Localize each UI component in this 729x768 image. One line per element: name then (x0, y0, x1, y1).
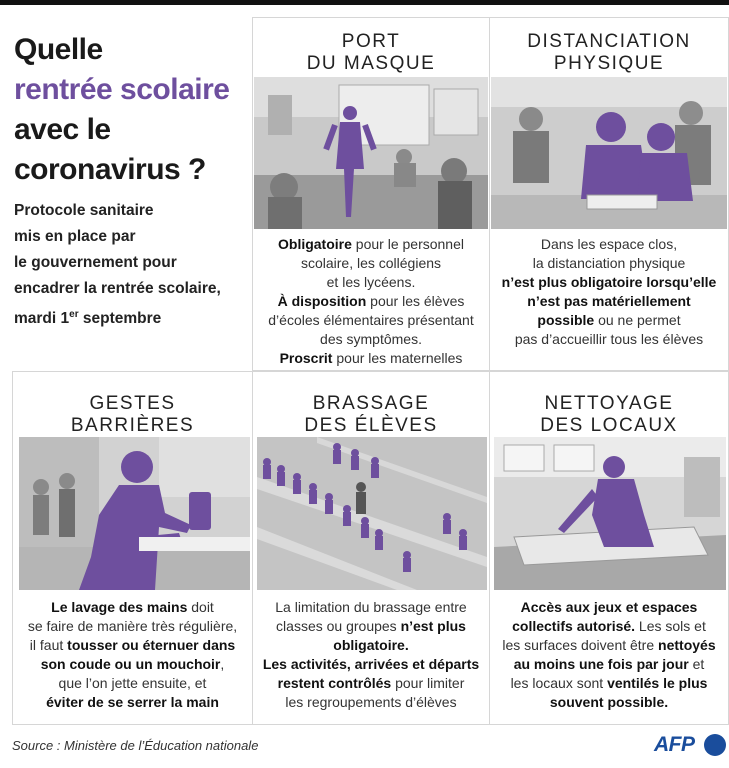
panel-port-du-masque (252, 17, 490, 371)
classroom-photo (254, 77, 488, 229)
panel-nettoyage-des-locaux (489, 371, 729, 725)
panel-text: Dans les espace clos, la distanciation physique n’est plus obligatoire lorsqu’elle n’est pas matériellement possible ou ne permet pas d’accueillir tous les élèves (501, 236, 717, 347)
students-desk-photo (491, 77, 727, 229)
panel-title: GESTES BARRIÈRES (70, 393, 195, 436)
panel-gestes-barrieres (12, 371, 253, 725)
panel-title: DISTANCIATION PHYSIQUE (527, 31, 691, 74)
top-bar (0, 0, 729, 5)
panel-text: Le lavage des mains doit se faire de manière très régulière, il faut tousser ou éternuer dans son coude ou un mouchoir, que l’on jette ensuite, et éviter de se serrer la main (27, 599, 238, 710)
subtitle: Protocole sanitaire mis en place par le gouvernement pour encadrer la rentrée scolaire, mardi 1er septembre (14, 202, 221, 328)
source-credit: Source : Ministère de l’Éducation nationale (12, 738, 259, 753)
panel-title: NETTOYAGE DES LOCAUX (540, 393, 678, 436)
schoolyard-photo (257, 437, 487, 590)
panel-title: BRASSAGE DES ÉLÈVES (304, 393, 438, 436)
panel-distanciation-physique (489, 17, 729, 371)
afp-dot-icon (704, 734, 726, 756)
panel-brassage-des-eleves (252, 371, 490, 725)
cleaning-photo (494, 437, 726, 590)
handwashing-photo (19, 437, 250, 590)
panel-text: Obligatoire pour le personnel scolaire, les collégiens et les lycéens. À disposition pour les élèves d’écoles élémentaires présentant des symptômes. Proscrit pour les maternelles (268, 236, 474, 366)
page-title: Quelle rentrée scolaire avec le coronavirus ? (14, 33, 230, 186)
panel-text: Accès aux jeux et espaces collectifs autorisé. Les sols et les surfaces doivent être nettoyés au moins une fois par jour et les locaux sont ventilés le plus souvent possible. (502, 599, 716, 710)
panel-title: PORT DU MASQUE (306, 31, 436, 74)
panel-text: La limitation du brassage entre classes ou groupes n’est plus obligatoire. Les activités, arrivées et départs restent contrôlés pour limiter les regroupements d’élèves (262, 599, 480, 710)
